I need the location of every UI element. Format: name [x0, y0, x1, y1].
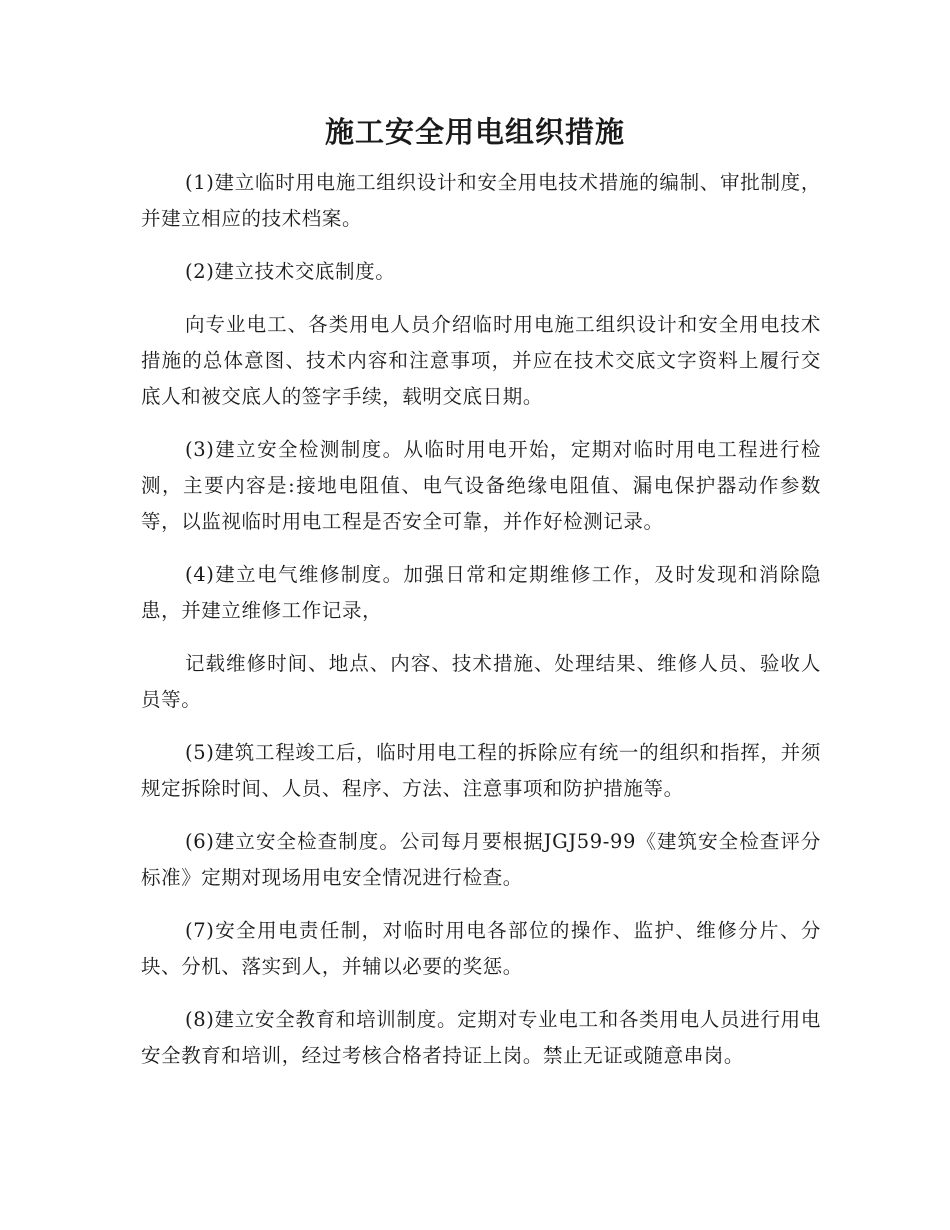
paragraph-7: (5)建筑工程竣工后，临时用电工程的拆除应有统一的组织和指挥，并须规定拆除时间、人员、程序、方法、注意事项和防护措施等。: [141, 741, 821, 800]
paragraph-6: 记载维修时间、地点、内容、技术措施、处理结果、维修人员、验收人员等。: [141, 652, 821, 711]
paragraph-1: (1)建立临时用电施工组织设计和安全用电技术措施的编制、审批制度，并建立相应的技术档案。: [141, 171, 821, 230]
paragraph-3: 向专业电工、各类用电人员介绍临时用电施工组织设计和安全用电技术措施的总体意图、技术内容和注意事项，并应在技术交底文字资料上履行交底人和被交底人的签字手续，载明交底日期。: [141, 313, 821, 408]
paragraph-10: (8)建立安全教育和培训制度。定期对专业电工和各类用电人员进行用电安全教育和培训，经过考核合格者持证上岗。禁止无证或随意串岗。: [141, 1008, 821, 1067]
paragraph-9: (7)安全用电责任制，对临时用电各部位的操作、监护、维修分片、分块、分机、落实到人，并辅以必要的奖惩。: [141, 919, 821, 978]
paragraph-5: (4)建立电气维修制度。加强日常和定期维修工作，及时发现和消除隐患，并建立维修工作记录，: [141, 563, 821, 622]
paragraph-4: (3)建立安全检测制度。从临时用电开始，定期对临时用电工程进行检测，主要内容是:接地电阻值、电气设备绝缘电阻值、漏电保护器动作参数等，以监视临时用电工程是否安全可靠，并作好检测记录。: [141, 438, 821, 533]
paragraph-8: (6)建立安全检查制度。公司每月要根据JGJ59-99《建筑安全检查评分标准》定期对现场用电安全情况进行检查。: [141, 830, 821, 889]
document-title: 施工安全用电组织措施: [324, 115, 625, 149]
document-body: [141, 165, 821, 1091]
paragraph-2: (2)建立技术交底制度。: [185, 260, 396, 283]
